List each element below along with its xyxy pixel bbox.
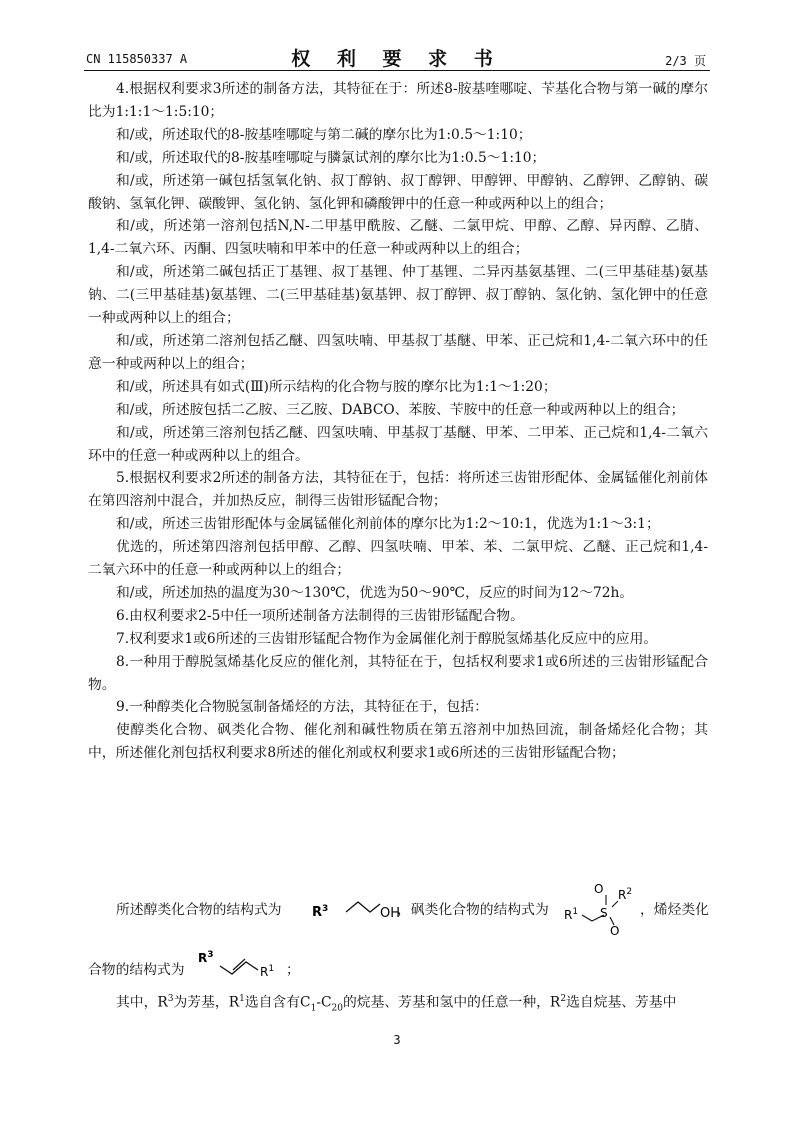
claim-paragraph: 使醇类化合物、砜类化合物、催化剂和碱性物质在第五溶剂中加热回流，制备烯烃化合物；其中，所述催化剂包括权利要求8所述的催化剂或权利要求1或6所述的三齿钳形锰配合物； [88, 722, 708, 762]
alkene-intro-label: ，烯烃类化 [640, 902, 709, 918]
claim-paragraph: 和/或，所述第三溶剂包括乙醚、四氢呋喃、甲基叔丁基醚、甲苯、二甲苯、正己烷和1,4-二氧六环中的任意一种或两种以上的组合。 [88, 424, 708, 464]
claim-paragraph: 8.一种用于醇脱氢烯基化反应的催化剂，其特征在于，包括权利要求1或6所述的三齿钳形锰配合物。 [88, 653, 708, 693]
header-rule [84, 70, 710, 71]
claim-paragraph: 和/或，所述胺包括二乙胺、三乙胺、DABCO、苯胺、苄胺中的任意一种或两种以上的组合； [116, 401, 685, 418]
sulfone-s-label: S [600, 906, 608, 920]
claim-paragraph: 9.一种醇类化合物脱氢制备烯烃的方法，其特征在于，包括： [116, 699, 488, 716]
claim-paragraph: 优选的，所述第四溶剂包括甲醇、乙醇、四氢呋喃、甲苯、苯、二氯甲烷、乙醚、正己烷和1,4-二氧六环中的任意一种或两种以上的组合； [88, 539, 708, 579]
claim-paragraph: 4.根据权利要求3所述的制备方法，其特征在于：所述8-胺基喹哪啶、苄基化合物与第一碱的摩尔比为1:1:1～1:5:10； [88, 81, 708, 120]
substituent-definition-paragraph: 其中，$R^3$为芳基，$R^1$选自含有$C_1-C_{20}$的烷基、芳基和氢中的任意一种，$R^2$选自烷基、芳基中 [116, 994, 677, 1014]
claim-paragraph: 和/或，所述取代的8-胺基喹哪啶与膦氯试剂的摩尔比为1:0.5～1:10； [116, 149, 546, 166]
claim-paragraph: 和/或，所述三齿钳形配体与金属锰催化剂前体的摩尔比为1:2～10:1，优选为1:1～3:1； [116, 516, 660, 533]
sulfone-r2-label: $R^2$ [618, 887, 633, 902]
sulfone-structure-label: ，砜类化合物的结构式为 [397, 902, 549, 918]
claim-paragraph: 和/或，所述第一溶剂包括N,N-二甲基甲酰胺、乙醚、二氯甲烷、甲醇、乙醇、异丙醇、乙腈、1,4-二氧六环、丙酮、四氢呋喃和甲苯中的任意一种或两种以上的组合； [88, 218, 708, 258]
alcohol-structure-icon [310, 890, 406, 930]
claim-paragraph: 和/或，所述第二碱包括正丁基锂、叔丁基锂、仲丁基锂、二异丙基氨基锂、二(三甲基硅基)氨基钠、二(三甲基硅基)氨基锂、二(三甲基硅基)氨基钾、叔丁醇钾、叔丁醇钠、氢化钠、氢化钾中的任意一种或两种以上的组合； [88, 264, 708, 327]
sulfone-o-bottom-label: O [610, 924, 620, 935]
alkene-r3-label: $R^3$ [198, 950, 214, 965]
sulfone-structure-icon [562, 875, 644, 935]
claim-paragraph: 和/或，所述加热的温度为30～130℃，优选为50～90℃，反应的时间为12～72h。 [116, 584, 634, 601]
claim-paragraph: 6.由权利要求2-5中任一项所述制备方法制得的三齿钳形锰配合物。 [116, 607, 524, 624]
alcohol-structure-label: 所述醇类化合物的结构式为 [116, 902, 282, 918]
patent-number: CN 115850337 A [86, 52, 188, 66]
page-indicator: 2/3 页 [665, 54, 706, 68]
page-number: 3 [393, 1033, 401, 1047]
claims-body [88, 78, 708, 765]
alcohol-r3-label: $R^3$ [312, 904, 329, 920]
alkene-suffix: ； [286, 962, 300, 978]
alkene-r1-label: $R^1$ [260, 964, 275, 979]
document-title: 权 利 要 求 书 [291, 48, 503, 70]
alkene-structure-label: 合物的结构式为 [88, 962, 185, 978]
alkene-structure-icon [196, 946, 292, 982]
sulfone-o-top-label: O [594, 882, 604, 896]
alcohol-oh-label: OH [380, 906, 401, 921]
claim-paragraph: 5.根据权利要求2所述的制备方法，其特征在于，包括：将所述三齿钳形配体、金属锰催化剂前体在第四溶剂中混合，并加热反应，制得三齿钳形锰配合物； [88, 470, 708, 510]
claim-paragraph: 7.权利要求1或6所述的三齿钳形锰配合物作为金属催化剂于醇脱氢烯基化反应中的应用。 [116, 630, 658, 647]
claim-paragraph: 和/或，所述具有如式(Ⅲ)所示结构的化合物与胺的摩尔比为1:1～1:20； [116, 378, 557, 395]
claim-paragraph: 和/或，所述第一碱包括氢氧化钠、叔丁醇钠、叔丁醇钾、甲醇钾、甲醇钠、乙醇钾、乙醇钠、碳酸钠、氢氧化钾、碳酸钾、氢化钠、氢化钾和磷酸钾中的任意一种或两种以上的组合； [88, 172, 708, 212]
sulfone-r1-label: $R^1$ [564, 907, 579, 922]
claim-paragraph: 和/或，所述取代的8-胺基喹哪啶与第二碱的摩尔比为1:0.5～1:10； [116, 126, 532, 143]
claim-paragraph: 和/或，所述第二溶剂包括乙醚、四氢呋喃、甲基叔丁基醚、甲苯、正己烷和1,4-二氧六环中的任意一种或两种以上的组合； [88, 332, 708, 372]
